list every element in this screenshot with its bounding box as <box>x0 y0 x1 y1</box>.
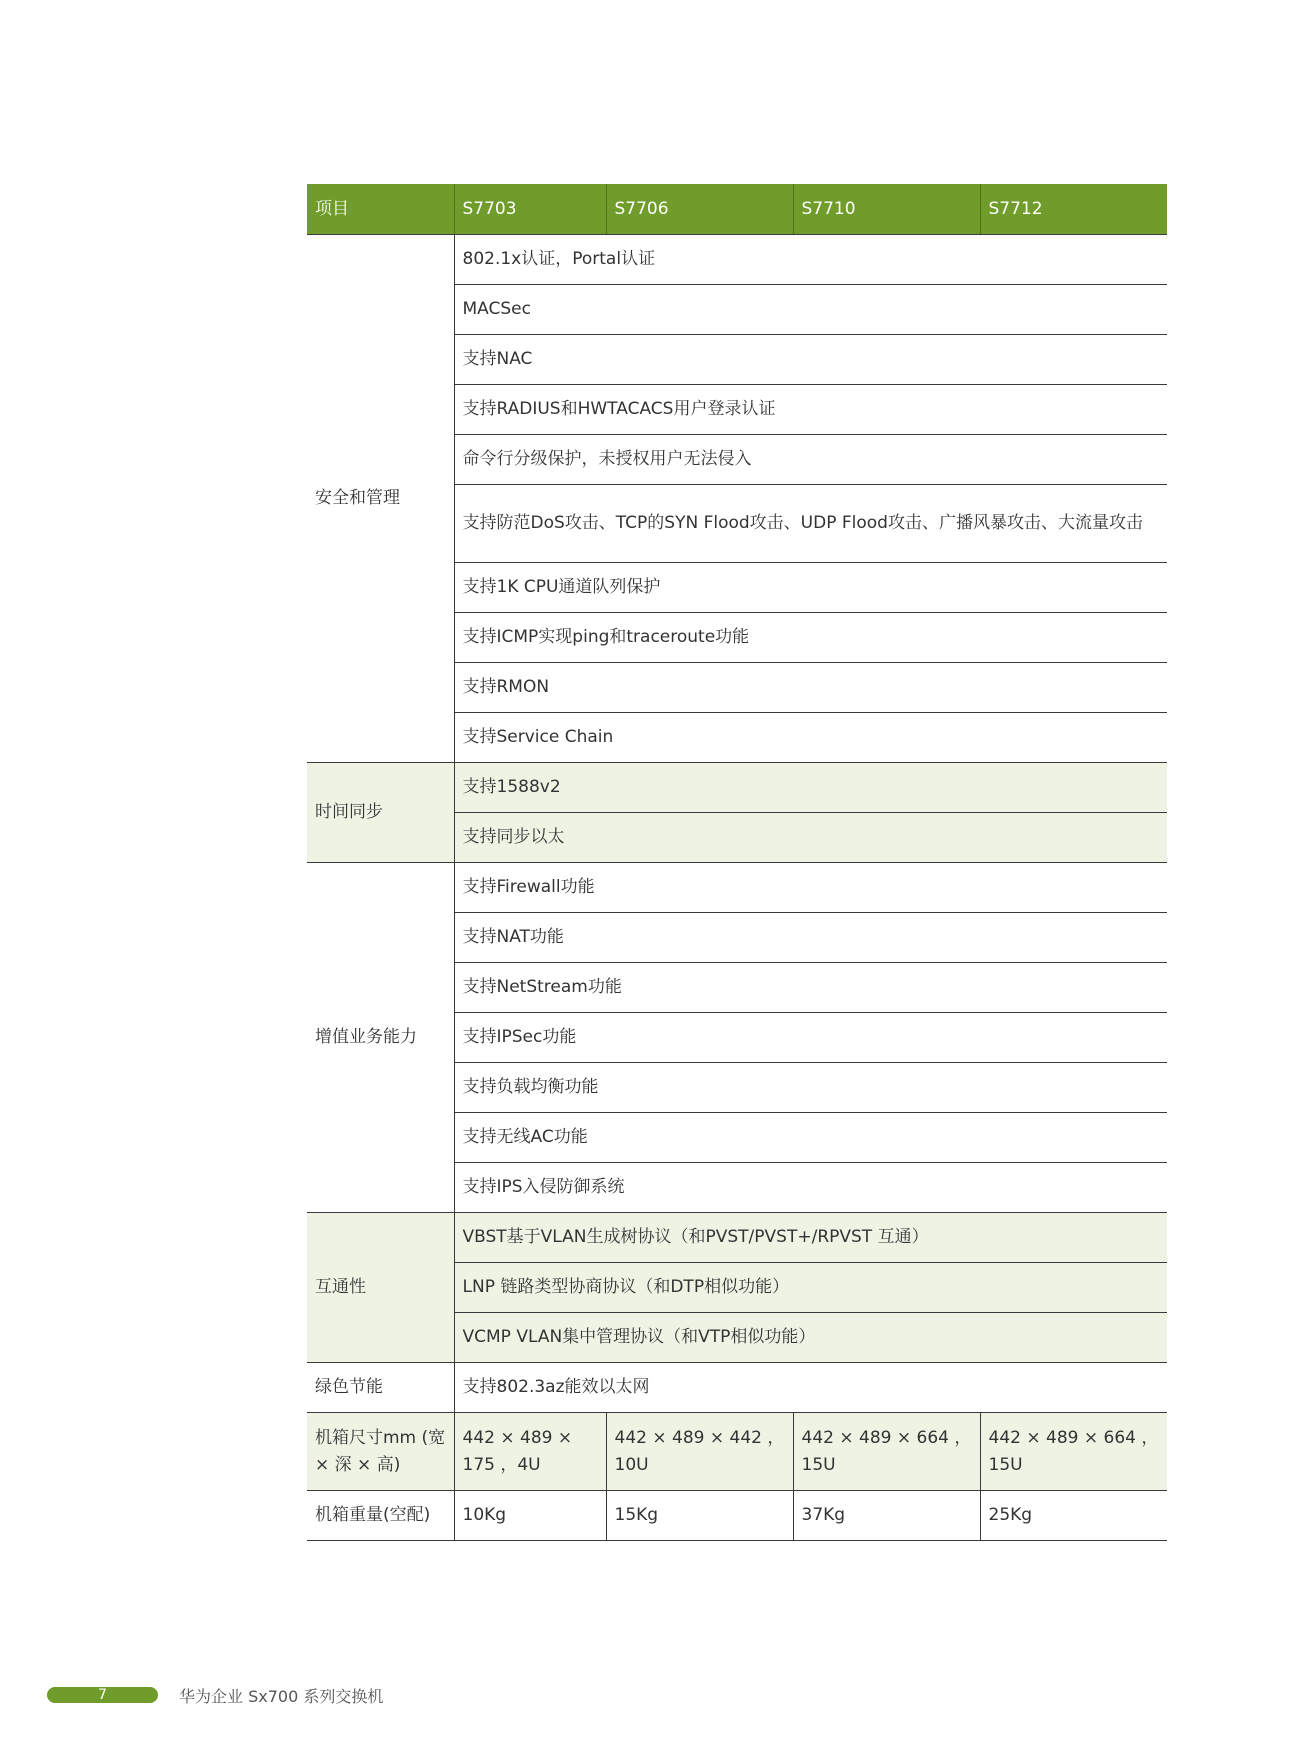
category-interop: 互通性 <box>307 1213 454 1363</box>
size-s7712: 442 × 489 × 664 ，15U <box>980 1413 1167 1491</box>
weight-s7706: 15Kg <box>606 1491 793 1541</box>
header-item: 项目 <box>307 184 454 235</box>
feature-cell: 支持1K CPU通道队列保护 <box>454 563 1167 613</box>
feature-cell: VCMP VLAN集中管理协议（和VTP相似功能） <box>454 1313 1167 1363</box>
category-security: 安全和管理 <box>307 235 454 763</box>
feature-cell: 支持防范DoS攻击、TCP的SYN Flood攻击、UDP Flood攻击、广播风暴攻击、大流量攻击 <box>454 485 1167 563</box>
category-time-sync: 时间同步 <box>307 763 454 863</box>
feature-cell: 支持无线AC功能 <box>454 1113 1167 1163</box>
table-row <box>307 235 1167 285</box>
feature-cell: 支持Service Chain <box>454 713 1167 763</box>
footer-title: 华为企业 Sx700 系列交换机 <box>179 1687 384 1706</box>
feature-cell: 支持ICMP实现ping和traceroute功能 <box>454 613 1167 663</box>
category-chassis-size: 机箱尺寸mm (宽 × 深 × 高) <box>307 1413 454 1491</box>
table-row <box>307 1491 1167 1541</box>
size-s7706: 442 × 489 × 442 ，10U <box>606 1413 793 1491</box>
feature-cell: MACSec <box>454 285 1167 335</box>
weight-s7712: 25Kg <box>980 1491 1167 1541</box>
size-s7703: 442 × 489 × 175 ，4U <box>454 1413 606 1491</box>
feature-cell: 支持802.3az能效以太网 <box>454 1363 1167 1413</box>
category-value-added: 增值业务能力 <box>307 863 454 1213</box>
feature-cell: 支持IPS入侵防御系统 <box>454 1163 1167 1213</box>
header-s7706: S7706 <box>606 184 793 235</box>
feature-cell: 支持RADIUS和HWTACACS用户登录认证 <box>454 385 1167 435</box>
table-row <box>307 863 1167 913</box>
feature-cell: 支持Firewall功能 <box>454 863 1167 913</box>
page-number-badge: 7 <box>47 1687 158 1703</box>
category-chassis-weight: 机箱重量(空配) <box>307 1491 454 1541</box>
category-green: 绿色节能 <box>307 1363 454 1413</box>
feature-cell: LNP 链路类型协商协议（和DTP相似功能） <box>454 1263 1167 1313</box>
feature-cell: 802.1x认证，Portal认证 <box>454 235 1167 285</box>
table-header-row <box>307 184 1167 235</box>
size-s7710: 442 × 489 × 664 ，15U <box>793 1413 980 1491</box>
header-s7703: S7703 <box>454 184 606 235</box>
header-s7710: S7710 <box>793 184 980 235</box>
feature-cell: 支持NAT功能 <box>454 913 1167 963</box>
feature-cell: 支持IPSec功能 <box>454 1013 1167 1063</box>
feature-cell: 支持1588v2 <box>454 763 1167 813</box>
feature-cell: 支持RMON <box>454 663 1167 713</box>
feature-cell: 支持NetStream功能 <box>454 963 1167 1013</box>
feature-cell: VBST基于VLAN生成树协议（和PVST/PVST+/RPVST 互通） <box>454 1213 1167 1263</box>
spec-table <box>307 184 1167 1541</box>
weight-s7710: 37Kg <box>793 1491 980 1541</box>
table-row <box>307 1413 1167 1491</box>
table-row <box>307 763 1167 813</box>
weight-s7703: 10Kg <box>454 1491 606 1541</box>
table-row <box>307 1213 1167 1263</box>
feature-cell: 支持同步以太 <box>454 813 1167 863</box>
feature-cell: 命令行分级保护，未授权用户无法侵入 <box>454 435 1167 485</box>
feature-cell: 支持NAC <box>454 335 1167 385</box>
table-row <box>307 1363 1167 1413</box>
feature-cell: 支持负载均衡功能 <box>454 1063 1167 1113</box>
header-s7712: S7712 <box>980 184 1167 235</box>
